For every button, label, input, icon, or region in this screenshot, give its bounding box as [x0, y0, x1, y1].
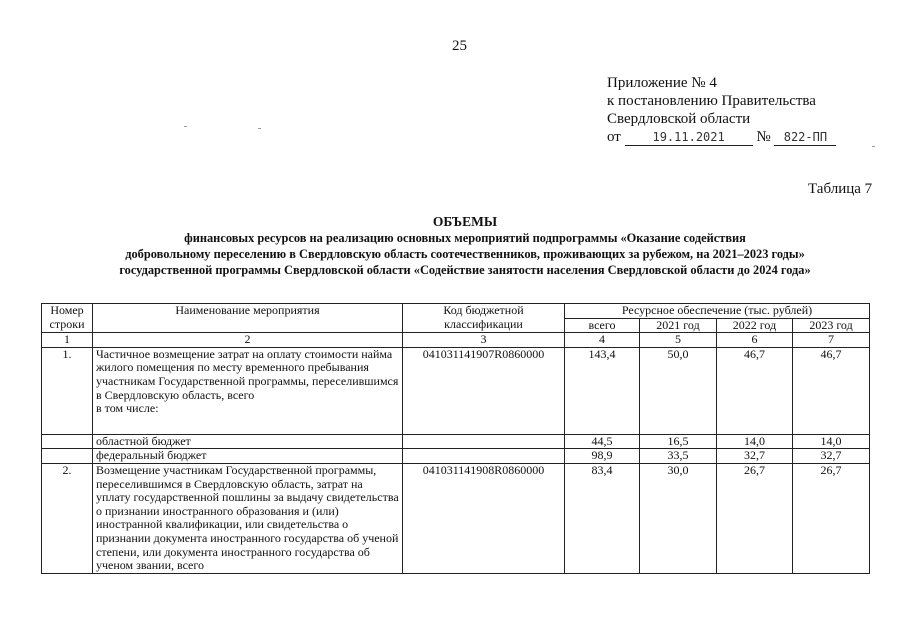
scan-speck [184, 126, 187, 127]
row-number: 1. [42, 347, 93, 434]
date-prefix: от [607, 129, 621, 145]
row-name-text: Частичное возмещение затрат на оплату стоимости найма жилого помещения по месту временного пребывания участникам Государственной программы, переселившимся в Свердловскую область, всего [96, 346, 399, 402]
row-2021: 33,5 [640, 449, 717, 464]
row-2022: 14,0 [717, 434, 793, 449]
scan-speck [258, 128, 261, 129]
header-row-number: Номер строки [42, 304, 93, 333]
title-line-3: добровольному переселению в Свердловскую область соотечественников, проживающих за рубежом, на 2021–2023 годы» [125, 247, 805, 261]
header-name: Наименование мероприятия [93, 304, 403, 333]
resolution-number: 822-ПП [774, 130, 836, 146]
row-2021: 16,5 [640, 434, 717, 449]
column-index: 5 [640, 333, 717, 348]
column-index: 4 [565, 333, 640, 348]
table-label: Таблица 7 [808, 181, 873, 197]
header-row [42, 304, 870, 319]
number-prefix: № [756, 129, 771, 145]
appendix-date-line [607, 128, 836, 146]
page-number: 25 [452, 38, 467, 54]
row-2022: 26,7 [717, 463, 793, 573]
row-total: 98,9 [565, 449, 640, 464]
column-index: 6 [717, 333, 793, 348]
scan-speck [872, 146, 875, 147]
resolution-date: 19.11.2021 [625, 130, 753, 146]
column-index: 3 [403, 333, 565, 348]
row-code: 041031141907R0860000 [403, 347, 565, 434]
column-index: 1 [42, 333, 93, 348]
appendix-line-1: Приложение № 4 [607, 75, 717, 91]
column-index-row [42, 333, 870, 348]
header-code: Код бюджетной классификации [403, 304, 565, 333]
title-line-2: финансовых ресурсов на реализацию основных мероприятий подпрограммы «Оказание содействия [184, 231, 746, 245]
table-row [42, 449, 870, 464]
row-2023: 14,0 [793, 434, 870, 449]
column-index: 7 [793, 333, 870, 348]
row-total: 44,5 [565, 434, 640, 449]
row-2021: 30,0 [640, 463, 717, 573]
row-name: областной бюджет [93, 434, 403, 449]
appendix-line-3: Свердловской области [607, 111, 751, 127]
row-name: федеральный бюджет [93, 449, 403, 464]
column-index: 2 [93, 333, 403, 348]
header-2023: 2023 год [793, 318, 870, 333]
row-2023: 32,7 [793, 449, 870, 464]
row-total: 143,4 [565, 347, 640, 434]
document-title [40, 214, 890, 278]
row-2022: 32,7 [717, 449, 793, 464]
row-code [403, 434, 565, 449]
table-row [42, 463, 870, 573]
header-2022: 2022 год [717, 318, 793, 333]
row-2021: 50,0 [640, 347, 717, 434]
header-total: всего [565, 318, 640, 333]
table-row [42, 347, 870, 434]
appendix-block [607, 74, 836, 146]
row-total: 83,4 [565, 463, 640, 573]
row-subtitle: в том числе: [96, 401, 159, 416]
row-code: 041031141908R0860000 [403, 463, 565, 573]
row-2023: 26,7 [793, 463, 870, 573]
title-line-1: ОБЪЕМЫ [432, 214, 498, 229]
header-resources: Ресурсное обеспечение (тыс. рублей) [565, 304, 870, 319]
row-name: Возмещение участникам Государственной программы, переселившимся в Свердловскую область, затрат на уплату государственной пошлины за выдачу свидетельства о признании иностранного образования и (или) иностранной квалификации, или свидетельства о признании документа иностранного государства об ученой степени, или документа иностранного государства об ученом звании, всего [93, 463, 403, 573]
table-row [42, 434, 870, 449]
row-number: 2. [42, 463, 93, 573]
row-code [403, 449, 565, 464]
budget-table [41, 303, 870, 574]
row-name [93, 347, 403, 434]
header-2021: 2021 год [640, 318, 717, 333]
title-line-4: государственной программы Свердловской области «Содействие занятости населения Свердловской области до 2024 года» [119, 263, 811, 277]
row-number [42, 434, 93, 449]
row-2023: 46,7 [793, 347, 870, 434]
appendix-line-2: к постановлению Правительства [607, 93, 816, 109]
row-2022: 46,7 [717, 347, 793, 434]
row-number [42, 449, 93, 464]
